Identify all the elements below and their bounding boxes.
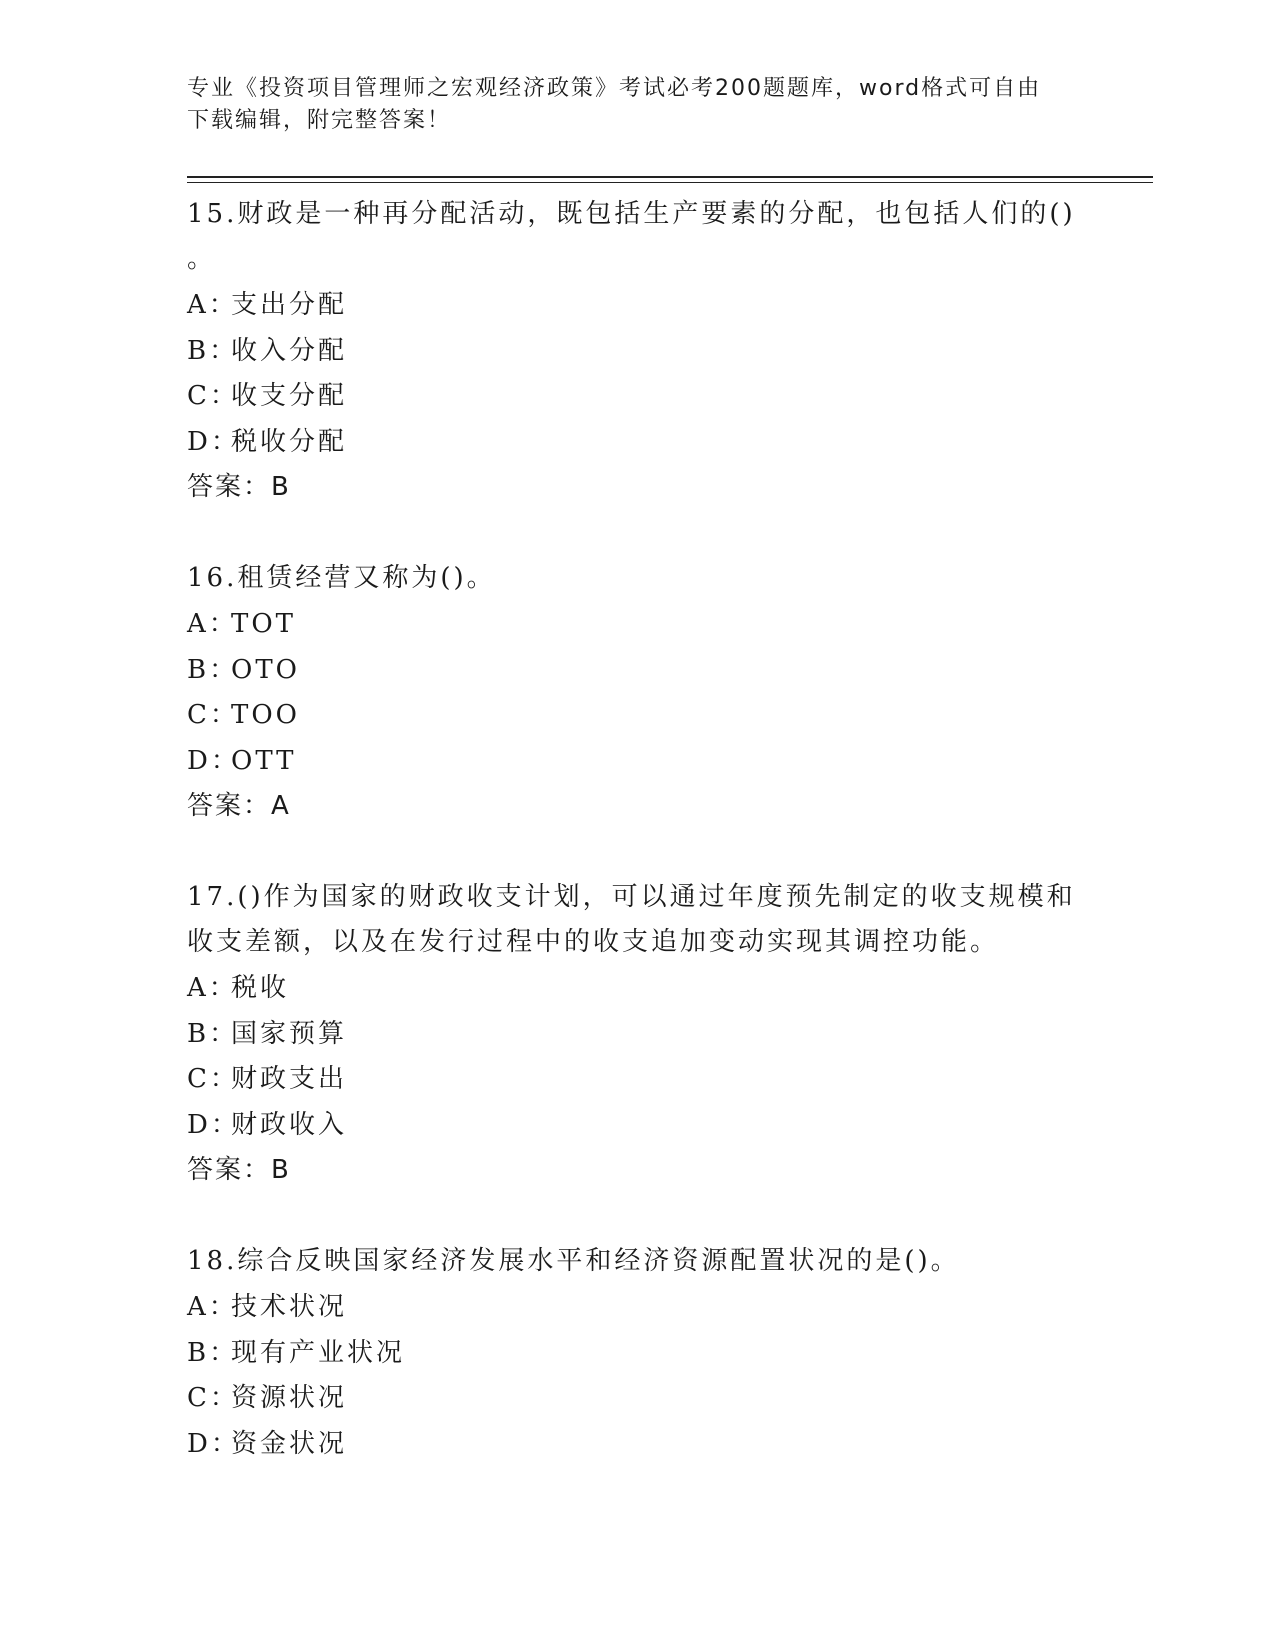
option-text: 财政收入 (231, 1109, 348, 1140)
option-text: 财政支出 (231, 1064, 348, 1094)
option-key: B： (187, 1018, 239, 1049)
option-text: 资源状况 (231, 1383, 348, 1413)
option-text: 技术状况 (231, 1292, 348, 1322)
option-key: D： (187, 1428, 240, 1459)
question-15 (187, 192, 1087, 510)
option-key: D： (187, 426, 240, 457)
question-text (187, 192, 1087, 282)
question-18 (187, 1239, 1087, 1467)
option-text: TOT (231, 609, 296, 639)
question-text (187, 556, 1087, 601)
option-text: OTT (231, 745, 297, 776)
answer-line (187, 465, 1087, 510)
option-key: C： (187, 1383, 239, 1413)
option-text: 国家预算 (231, 1018, 348, 1049)
answer-line (187, 1148, 1087, 1193)
option-b (187, 1012, 1087, 1058)
option-key: A： (187, 609, 238, 639)
answer-label: 答案： (187, 791, 272, 821)
option-key: A： (187, 1292, 238, 1322)
answer-value: B (271, 1155, 291, 1185)
option-c (187, 1376, 1087, 1422)
question-16 (187, 556, 1087, 829)
option-c (187, 374, 1087, 420)
option-a (187, 602, 1087, 648)
answer-label: 答案： (187, 472, 272, 502)
document-header (187, 73, 1087, 137)
question-text (187, 1239, 1087, 1284)
option-key: B： (187, 1337, 239, 1368)
question-list (187, 192, 1087, 1513)
question-text-line-1: 租赁经营又称为()。 (237, 563, 496, 593)
question-text-line-2: 。 (187, 244, 217, 274)
question-text-line-2: 收支差额，以及在发行过程中的收支追加变动实现其调控功能。 (187, 927, 1000, 957)
question-number: 16. (187, 563, 238, 593)
option-text: 收支分配 (231, 381, 348, 411)
option-key: C： (187, 700, 239, 730)
option-d (187, 739, 1087, 785)
answer-line (187, 784, 1087, 829)
question-text-line-1: ()作为国家的财政收支计划，可以通过年度预先制定的收支规模和 (237, 882, 1076, 912)
option-text: 支出分配 (231, 290, 348, 320)
option-key: B： (187, 335, 239, 366)
option-a (187, 283, 1087, 329)
header-divider-thick (187, 176, 1153, 178)
question-text (187, 875, 1087, 965)
header-line-1: 专业《投资项目管理师之宏观经济政策》考试必考200题题库，word格式可自由 (187, 76, 1042, 101)
question-text-line-1: 综合反映国家经济发展水平和经济资源配置状况的是()。 (237, 1246, 960, 1276)
option-key: C： (187, 1064, 239, 1094)
question-text-line-1: 财政是一种再分配活动，既包括生产要素的分配，也包括人们的() (237, 199, 1076, 229)
option-b (187, 329, 1087, 375)
option-text: TOO (231, 700, 300, 730)
answer-label: 答案： (187, 1155, 272, 1185)
question-number: 18. (187, 1246, 238, 1276)
option-d (187, 420, 1087, 466)
header-line-2: 下载编辑，附完整答案！ (187, 108, 452, 133)
option-text: 资金状况 (231, 1428, 348, 1459)
question-number: 17. (187, 882, 238, 912)
option-text: 收入分配 (231, 335, 348, 366)
option-b (187, 1331, 1087, 1377)
question-17 (187, 875, 1087, 1193)
answer-value: A (271, 791, 291, 821)
option-key: B： (187, 654, 239, 685)
header-divider-thin (187, 182, 1153, 183)
answer-value: B (271, 472, 291, 502)
option-text: 税收分配 (231, 426, 348, 457)
option-b (187, 648, 1087, 694)
option-c (187, 693, 1087, 739)
option-text: 现有产业状况 (231, 1337, 406, 1368)
option-key: A： (187, 973, 238, 1003)
option-d (187, 1103, 1087, 1149)
option-text: OTO (231, 654, 300, 685)
option-a (187, 1285, 1087, 1331)
option-text: 税收 (231, 973, 290, 1003)
option-c (187, 1057, 1087, 1103)
question-number: 15. (187, 199, 238, 229)
option-d (187, 1422, 1087, 1468)
option-key: A： (187, 290, 238, 320)
option-key: C： (187, 381, 239, 411)
option-a (187, 966, 1087, 1012)
option-key: D： (187, 1109, 240, 1140)
option-key: D： (187, 745, 240, 776)
